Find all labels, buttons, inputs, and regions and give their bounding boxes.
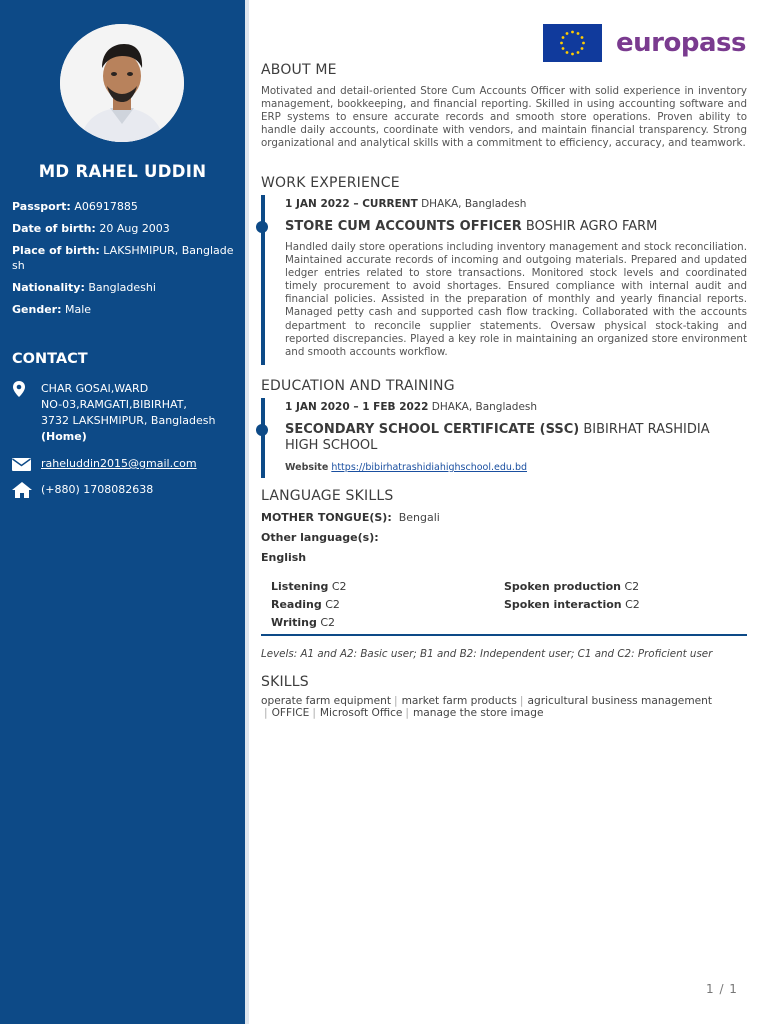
- address-text: [41, 381, 237, 445]
- europass-wordmark: europass: [616, 28, 746, 58]
- passport-row: [12, 199, 234, 214]
- skills-heading: SKILLS: [261, 674, 309, 690]
- education-title-row: [285, 422, 747, 454]
- gender-row: [12, 302, 234, 317]
- mother-tongue-label: MOTHER TONGUE(S):: [261, 511, 392, 524]
- address-row: [12, 381, 237, 445]
- work-location: DHAKA, Bangladesh: [421, 198, 527, 210]
- listening-label: Listening: [271, 580, 329, 593]
- dob-value: 20 Aug 2003: [99, 222, 170, 235]
- work-employer: BOSHIR AGRO FARM: [525, 219, 658, 234]
- skill-item: operate farm equipment: [261, 695, 392, 707]
- pob-value: LAKSHMIPUR, Bangladesh: [12, 244, 234, 272]
- europass-logo: [543, 24, 746, 62]
- other-language-name-row: [261, 551, 306, 564]
- writing-label: Writing: [271, 615, 317, 629]
- spoken-production-label: Spoken production: [504, 580, 621, 593]
- about-text: Motivated and detail-oriented Store Cum Accounts Officer with solid experience in inventory management, bookkeeping, and financial reporting. Skilled in using accounting software and ERP systems to ensure accurate records and smooth store operations. Proven ability to handle daily accounts, coordinate with vendors, and maintain financial transparency. Strong organizational and analytical skills with a commitment to efficiency, accuracy, and teamwork.: [261, 85, 747, 150]
- spoken-production-level: C2: [624, 580, 640, 593]
- work-job-title: STORE CUM ACCOUNTS OFFICER: [285, 219, 522, 234]
- eu-flag-icon: [543, 24, 602, 62]
- passport-label: Passport:: [12, 200, 71, 213]
- nationality-row: [12, 280, 234, 295]
- listening-level: C2: [331, 580, 347, 593]
- spoken-interaction-row: [504, 596, 640, 614]
- location-pin-icon: [12, 381, 41, 445]
- mother-tongue-row: [261, 511, 440, 524]
- phone-number: (+880) 1708082638: [41, 483, 154, 496]
- listening-row: [271, 578, 347, 596]
- gender-value: Male: [64, 303, 92, 316]
- nationality-value: Bangladeshi: [88, 281, 156, 294]
- reading-level: C2: [325, 597, 340, 611]
- sidebar-edge: [245, 0, 249, 1024]
- other-languages-row: [261, 531, 379, 544]
- levels-note: Levels: A1 and A2: Basic user; B1 and B2: Independent user; C1 and C2: Proficient user: [261, 648, 713, 660]
- gender-label: Gender:: [12, 303, 62, 316]
- skill-item: manage the store image: [412, 707, 544, 719]
- writing-row: [271, 614, 347, 632]
- reading-row: [271, 596, 347, 614]
- avatar: [60, 24, 184, 142]
- email-link[interactable]: raheluddin2015@gmail.com: [41, 457, 197, 470]
- pob-row: [12, 243, 234, 273]
- skill-separator: |: [519, 695, 524, 707]
- address-line: CHAR GOSAI,WARD: [41, 382, 149, 395]
- address-type: (Home): [41, 430, 87, 443]
- envelope-icon: [12, 456, 41, 476]
- spoken-interaction-label: Spoken interaction: [504, 597, 622, 611]
- sidebar: [0, 0, 245, 1024]
- other-languages-label: Other language(s):: [261, 531, 379, 544]
- personal-info: [12, 199, 234, 324]
- education-heading: EDUCATION AND TRAINING: [261, 378, 455, 394]
- education-location: DHAKA, Bangladesh: [431, 401, 538, 413]
- candidate-name: MD RAHEL UDDIN: [38, 162, 207, 181]
- work-heading: WORK EXPERIENCE: [261, 175, 400, 191]
- spoken-production-row: [504, 578, 640, 596]
- address-line: NO-03,RAMGATI,BIBIRHAT,: [41, 398, 187, 411]
- website-link[interactable]: https://bibirhatrashidiahighschool.edu.bd: [331, 462, 528, 473]
- education-timeline: [261, 398, 265, 478]
- work-title-row: [285, 219, 747, 235]
- nationality-label: Nationality:: [12, 281, 85, 294]
- understanding-column: [271, 578, 347, 631]
- address-line: 3732 LAKSHMIPUR, Bangladesh: [41, 414, 216, 427]
- contact-heading: CONTACT: [12, 351, 88, 367]
- dob-row: [12, 221, 234, 236]
- language-divider: [261, 634, 747, 636]
- page-number: 1 / 1: [706, 982, 738, 996]
- speaking-column: [504, 578, 640, 614]
- mother-tongue-value: Bengali: [398, 511, 440, 524]
- home-icon: [12, 482, 41, 503]
- reading-label: Reading: [271, 597, 322, 611]
- education-date: 1 JAN 2020 – 1 FEB 2022: [285, 401, 429, 413]
- skill-separator: |: [312, 707, 316, 719]
- skills-list: [261, 695, 747, 719]
- work-timeline-dot: [256, 221, 268, 233]
- writing-level: C2: [320, 615, 336, 629]
- language-heading: LANGUAGE SKILLS: [261, 488, 394, 504]
- education-institution: BIBIRHAT RASHIDIA HIGH SCHOOL: [285, 422, 710, 453]
- education-qualification: SECONDARY SCHOOL CERTIFICATE (SSC): [285, 422, 580, 437]
- work-date-row: [285, 198, 526, 210]
- website-label: Website: [285, 462, 329, 473]
- skill-item: OFFICE: [271, 707, 310, 719]
- spoken-interaction-level: C2: [625, 597, 640, 611]
- skill-separator: |: [394, 695, 398, 707]
- skill-separator: |: [264, 707, 268, 719]
- work-description: Handled daily store operations including inventory management and stock reconciliation. Maintained accurate records of incoming and outgoing materials. Prepared and updated ledger entries related to store transactions. Monitored stock levels and coordinated timely procurement to avoid shortages. Ensured compliance with internal audit and financial policies. Assisted in the preparation of monthly and yearly financial reports. Managed petty cash and supported cash flow tracking. Collaborated with the accounts department to reconcile supplier statements. Oversaw physical stock-taking and reported discrepancies. Played a key role in maintaining an organized store environment and smooth accounts workflow.: [285, 241, 747, 358]
- skill-item: market farm products: [401, 695, 517, 707]
- skill-item: Microsoft Office: [319, 707, 403, 719]
- passport-value: A06917885: [74, 200, 138, 213]
- email-row: [12, 456, 237, 476]
- education-timeline-dot: [256, 424, 268, 436]
- pob-label: Place of birth:: [12, 244, 100, 257]
- education-website-row: [285, 462, 527, 473]
- skill-separator: |: [405, 707, 409, 719]
- phone-row: [12, 482, 237, 503]
- education-date-row: [285, 401, 537, 413]
- dob-label: Date of birth:: [12, 222, 96, 235]
- other-language-name: English: [261, 551, 307, 564]
- work-date: 1 JAN 2022 – CURRENT: [285, 198, 418, 210]
- skill-item: agricultural business management: [527, 695, 713, 707]
- about-heading: ABOUT ME: [261, 62, 337, 78]
